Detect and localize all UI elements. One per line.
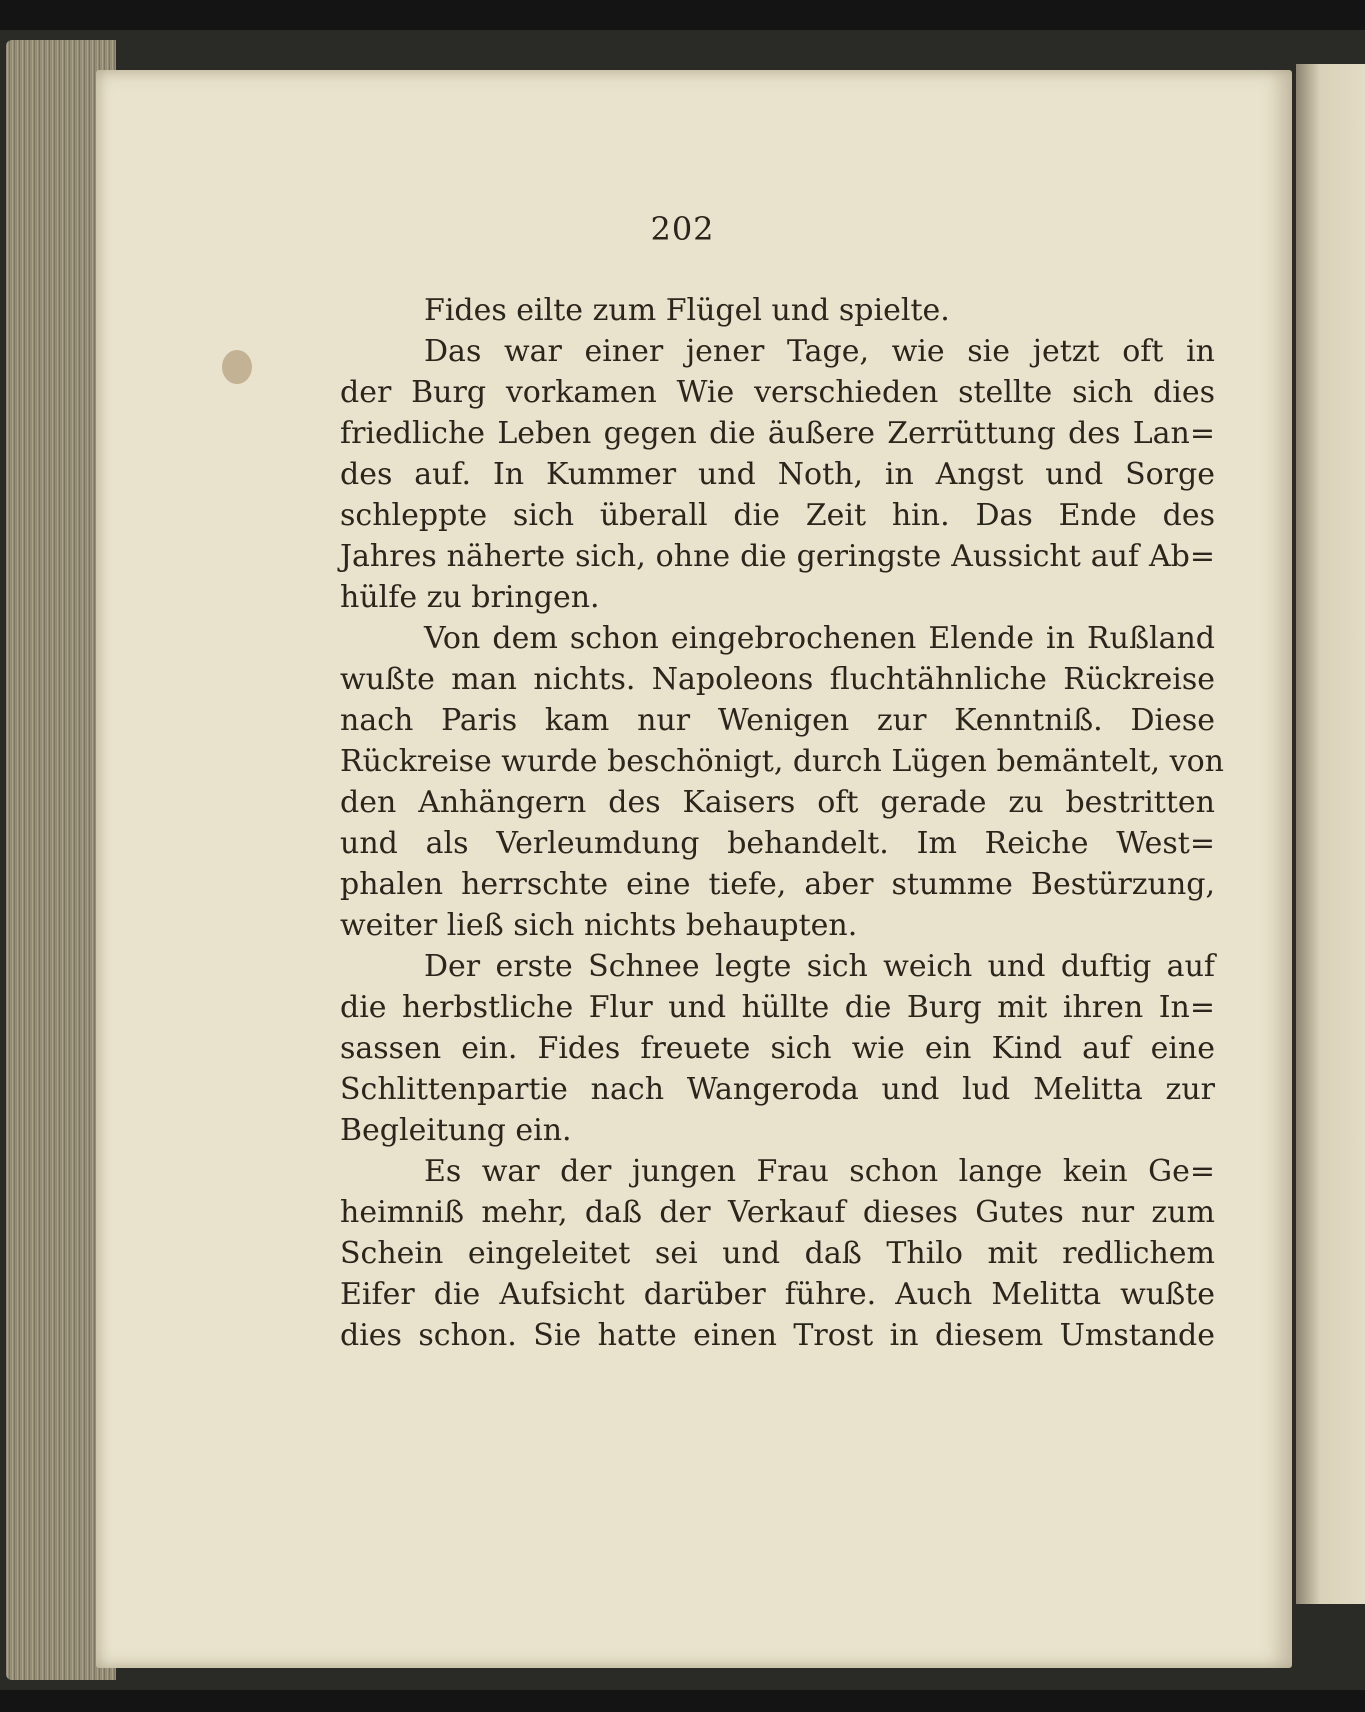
text-line: des auf. In Kummer und Noth, in Angst und Sorge	[340, 457, 1215, 492]
text-line: wußte man nichts. Napoleons fluchtähnliche Rückreise	[340, 662, 1215, 697]
text-line: Begleitung ein.	[340, 1113, 572, 1148]
text-line: weiter ließ sich nichts behaupten.	[340, 908, 858, 943]
text-line: Jahres näherte sich, ohne die geringste Aussicht auf Ab=	[340, 539, 1215, 574]
text-line: Schein eingeleitet sei und daß Thilo mit redlichem	[340, 1236, 1215, 1271]
text-line: phalen herrschte eine tiefe, aber stumme Bestürzung,	[340, 867, 1215, 902]
text-line: Eifer die Aufsicht darüber führe. Auch Melitta wußte	[340, 1277, 1215, 1312]
text-line: Der erste Schnee legte sich weich und duftig auf	[424, 949, 1215, 984]
facing-page-edge	[1296, 64, 1365, 1604]
text-line: Es war der jungen Frau schon lange kein Ge=	[424, 1154, 1215, 1189]
text-line: die herbstliche Flur und hüllte die Burg mit ihren In=	[340, 990, 1215, 1025]
text-line: Rückreise wurde beschönigt, durch Lügen bemäntelt, von	[340, 744, 1224, 779]
text-line: und als Verleumdung behandelt. Im Reiche West=	[340, 826, 1215, 861]
page-stain	[222, 350, 252, 384]
text-line: sassen ein. Fides freuete sich wie ein Kind auf eine	[340, 1031, 1215, 1066]
text-line: Schlittenpartie nach Wangeroda und lud Melitta zur	[340, 1072, 1215, 1107]
text-line: hülfe zu bringen.	[340, 580, 600, 615]
body-text	[340, 290, 1224, 1356]
text-line: den Anhängern des Kaisers oft gerade zu bestritten	[340, 785, 1215, 820]
text-line: nach Paris kam nur Wenigen zur Kenntniß. Diese	[340, 703, 1215, 738]
text-line: schleppte sich überall die Zeit hin. Das Ende des	[340, 498, 1215, 533]
page-number: 202	[650, 210, 715, 248]
text-line: Das war einer jener Tage, wie sie jetzt oft in	[424, 334, 1215, 369]
text-line: der Burg vorkamen Wie verschieden stellte sich dies	[340, 375, 1215, 410]
text-line: dies schon. Sie hatte einen Trost in diesem Umstande	[340, 1318, 1215, 1353]
text-line: Von dem schon eingebrochenen Elende in Rußland	[424, 621, 1215, 656]
text-line: heimniß mehr, daß der Verkauf dieses Gutes nur zum	[340, 1195, 1215, 1230]
text-line: friedliche Leben gegen die äußere Zerrüttung des Lan=	[340, 416, 1215, 451]
text-line: Fides eilte zum Flügel und spielte.	[424, 293, 950, 328]
